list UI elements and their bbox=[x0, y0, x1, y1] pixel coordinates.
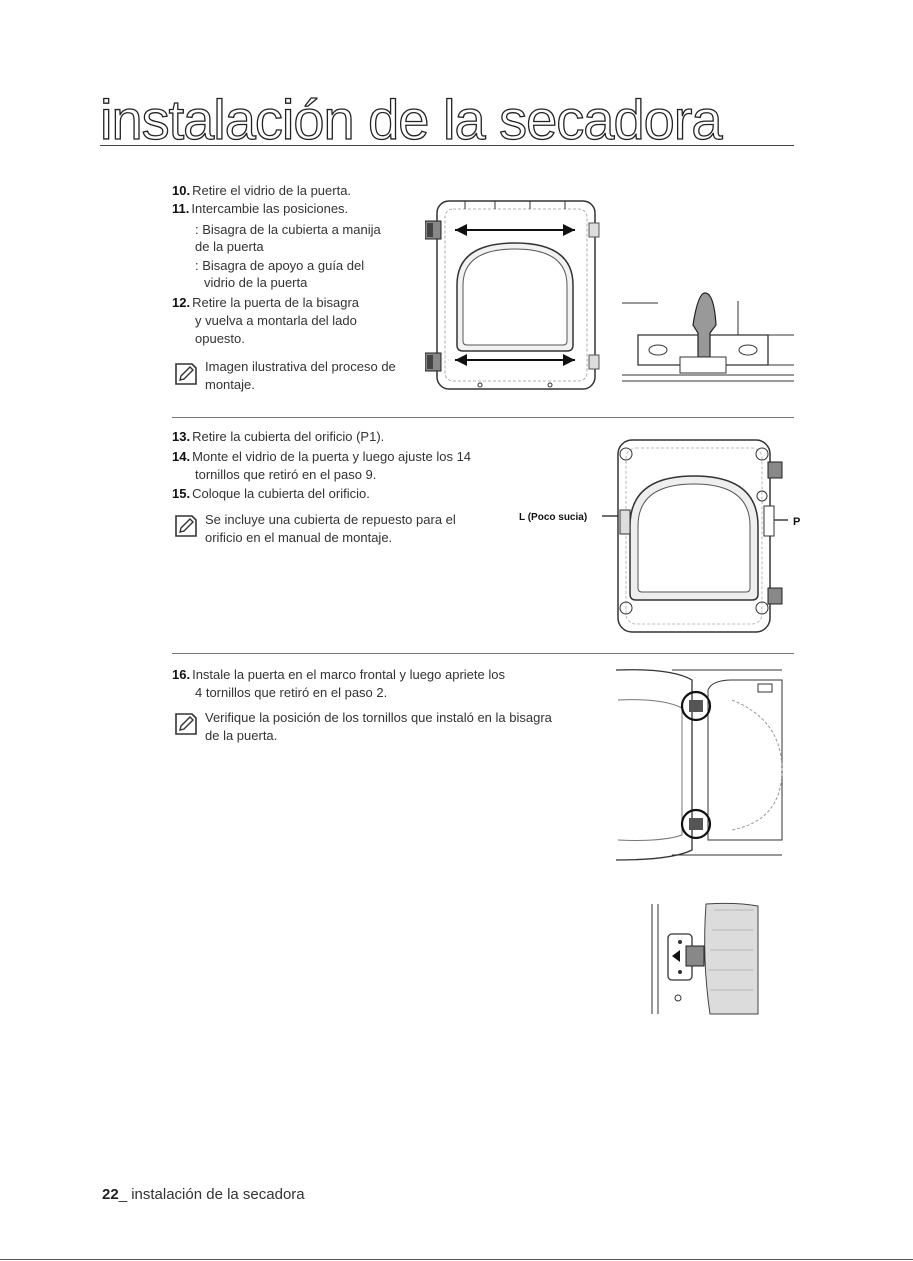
step-10: 10. Retire el vidrio de la puerta. bbox=[172, 183, 352, 198]
label-right-part: P bbox=[793, 516, 801, 528]
page-footer: 22_ instalación de la secadora bbox=[102, 1186, 305, 1203]
step-13: 13. Retire la cubierta del orificio (P1). bbox=[172, 429, 385, 444]
step-11-line: : Bisagra de apoyo a guía del bbox=[195, 258, 365, 273]
step-12-line: opuesto. bbox=[195, 331, 245, 346]
step-15: 15. Coloque la cubierta del orificio. bbox=[172, 486, 370, 501]
step-16: 16. Instale la puerta en el marco frontal y luego apriete los bbox=[172, 667, 505, 682]
step-12-line: y vuelva a montarla del lado bbox=[195, 313, 357, 328]
door-hinge-swap-figure bbox=[425, 195, 605, 395]
step-11: 11. Intercambie las posiciones. bbox=[172, 201, 349, 216]
note-line: Verifique la posición de los tornillos que instaló en la bisagra bbox=[205, 710, 552, 725]
note-line: orificio en el manual de montaje. bbox=[205, 530, 393, 545]
step-12: 12. Retire la puerta de la bisagra bbox=[172, 295, 360, 310]
section-divider bbox=[172, 417, 794, 418]
title-rule bbox=[100, 145, 794, 146]
step-11-line: de la puerta bbox=[195, 239, 264, 254]
note-pencil-icon bbox=[174, 362, 198, 386]
page-bottom-rule bbox=[0, 1259, 913, 1260]
note-pencil-icon bbox=[174, 514, 198, 538]
note-pencil-icon bbox=[174, 712, 198, 736]
door-glass-figure bbox=[600, 436, 790, 638]
note-line: Imagen ilustrativa del proceso de bbox=[205, 359, 396, 374]
note-line: Se incluye una cubierta de repuesto para el bbox=[205, 512, 456, 527]
hinge-screw-detail-figure bbox=[646, 900, 762, 1016]
step-11-line: vidrio de la puerta bbox=[204, 275, 308, 290]
note-line: de la puerta. bbox=[205, 728, 278, 743]
note-line: montaje. bbox=[205, 377, 255, 392]
step-11-line: : Bisagra de la cubierta a manija bbox=[195, 222, 381, 237]
step-14-line: tornillos que retiró en el paso 9. bbox=[195, 467, 377, 482]
label-left-part: L (Poco sucia) bbox=[519, 512, 588, 523]
step-14: 14. Monte el vidrio de la puerta y luego ajuste los 14 bbox=[172, 449, 472, 464]
step-16-line: 4 tornillos que retiró en el paso 2. bbox=[195, 685, 388, 700]
hinge-detail-figure bbox=[618, 285, 796, 387]
page-title: instalación de la secadora bbox=[100, 88, 722, 151]
door-frame-install-figure bbox=[612, 660, 784, 868]
section-divider bbox=[172, 653, 794, 654]
